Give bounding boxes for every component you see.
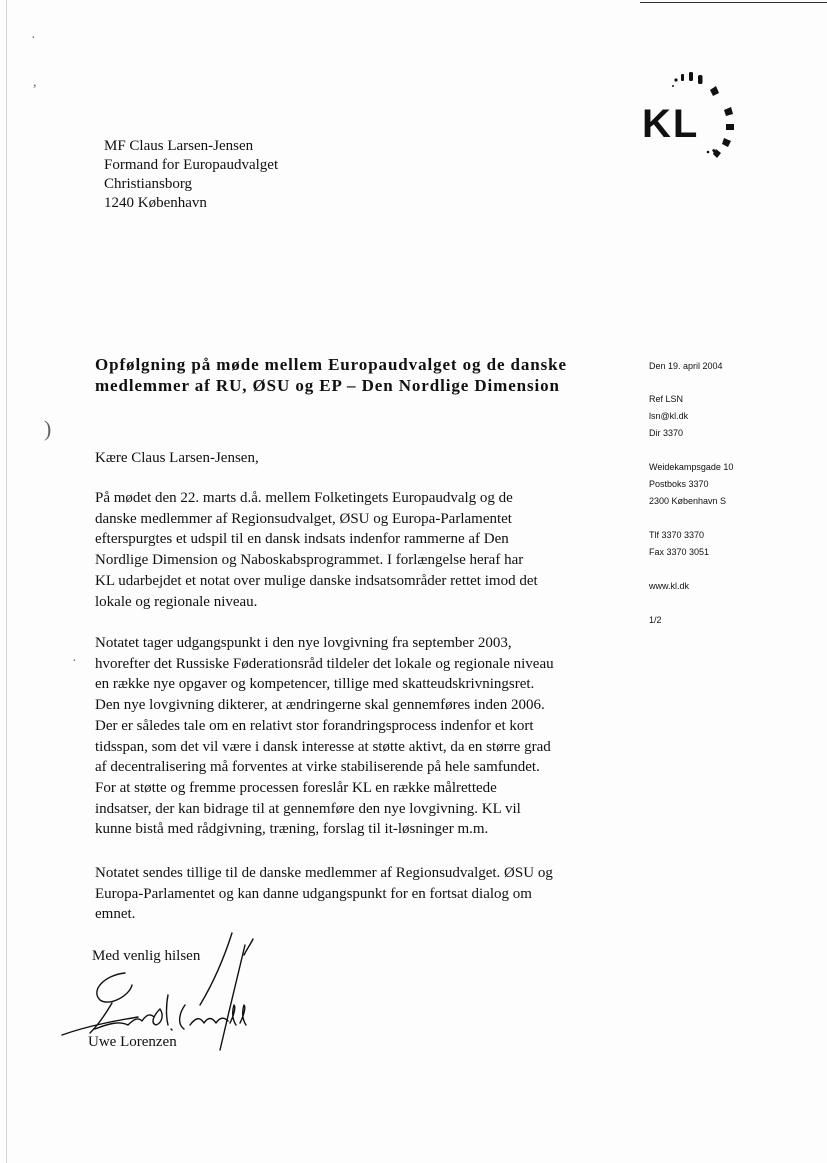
letter-subject: Opfølgning på møde mellem Europaudvalget og de danske medlemmer af RU, ØSU og EP – Den Nordlige Dimension (95, 355, 567, 395)
paragraph-line: kunne bistå med rådgivning, træning, forslag til it-løsninger m.m. (95, 821, 489, 838)
recipient-building: Christiansborg (104, 176, 193, 192)
paragraph-line: På mødet den 22. marts d.å. mellem Folketingets Europaudvalg og de (95, 490, 513, 506)
paragraph-line: emnet. (95, 906, 136, 923)
recipient-city: 1240 København (104, 195, 207, 211)
salutation: Kære Claus Larsen-Jensen, (95, 450, 259, 466)
direct-phone: Dir 3370 (649, 428, 684, 438)
page-number: 1/2 (649, 615, 662, 625)
paragraph-line: danske medlemmer af Regionsudvalget, ØSU og Europa-Parlamentet (95, 510, 512, 527)
paragraph-line: indsatser, der kan bidrage til at gennemføre den nye lovgivning. KL vil (95, 800, 521, 817)
phone-number: Tlf 3370 3370 (649, 530, 705, 540)
recipient-name: MF Claus Larsen-Jensen (104, 138, 254, 154)
fax-number: Fax 3370 3051 (649, 547, 710, 557)
kl-logo (640, 66, 750, 166)
scan-speck: · (31, 31, 36, 46)
recipient-title: Formand for Europaudvalget (104, 157, 279, 173)
recipient-address (104, 137, 278, 213)
paragraph-line: en række nye opgaver og kompetencer, tillige med skatteudskrivningsret. (95, 676, 535, 693)
website: www.kl.dk (649, 581, 690, 591)
body-paragraph-1 (95, 488, 538, 612)
postal-city: 2300 København S (649, 496, 727, 506)
logo-text: KL (642, 102, 700, 146)
logo-dots-icon (640, 66, 750, 166)
paragraph-line: KL udarbejdet et notat over mulige danske indsatsområder rettet imod det (95, 572, 538, 589)
street-address: Weidekampsgade 10 (649, 462, 734, 472)
scan-speck: , (33, 75, 37, 90)
signer-name: Uwe Lorenzen (88, 1034, 177, 1050)
paragraph-line: tidsspan, som det vil være i dansk interesse at støtte aktivt, da en større grad (95, 738, 551, 755)
body-paragraph-3 (95, 863, 553, 925)
paragraph-line: Den nye lovgivning dikterer, at ændringerne skal gennemføres inden 2006. (95, 697, 545, 714)
scan-top-edge (640, 2, 827, 3)
paragraph-line: af decentralisering må forventes at virke stabiliserende på hele samfundet. (95, 759, 540, 776)
reference: Ref LSN (649, 394, 684, 404)
postbox: Postboks 3370 (649, 479, 709, 489)
closing-phrase: Med venlig hilsen (92, 948, 201, 964)
sender-info-column (649, 358, 733, 629)
scan-left-edge (6, 0, 7, 1163)
scan-punch-mark: ) (44, 416, 52, 441)
paragraph-line: hvorefter det Russiske Føderationsråd tildeler det lokale og regionale niveau (95, 655, 554, 672)
letter-date: Den 19. april 2004 (649, 361, 723, 371)
paragraph-line: Der er således tale om en relativt stor forandringsprocess indenfor et kort (95, 717, 534, 734)
paragraph-line: lokale og regionale niveau. (95, 593, 258, 610)
paragraph-line: Europa-Parlamentet og kan danne udgangspunkt for en fortsat dialog om (95, 885, 532, 902)
scan-speck: · (72, 654, 77, 669)
paragraph-line: For at støtte og fremme processen foreslår KL en række målrettede (95, 779, 497, 796)
sender-email: lsn@kl.dk (649, 411, 689, 421)
paragraph-line: Notatet tager udgangspunkt i den nye lovgivning fra september 2003, (95, 635, 512, 651)
paragraph-line: Nordlige Dimension og Naboskabsprogrammet. I forlængelse heraf har (95, 552, 524, 569)
paragraph-line: efterspurgtes et udspil til en dansk indsats indenfor rammerne af Den (95, 531, 509, 548)
body-paragraph-2 (95, 633, 554, 840)
paragraph-line: Notatet sendes tillige til de danske medlemmer af Regionsudvalget. ØSU og (95, 865, 553, 881)
